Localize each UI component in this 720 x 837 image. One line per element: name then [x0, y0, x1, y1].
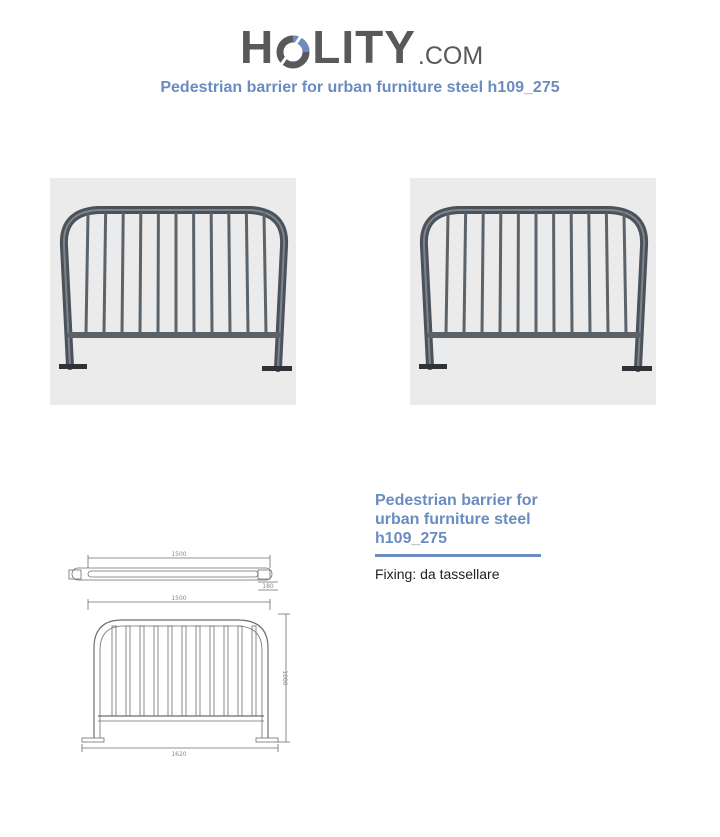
fixing-line: [375, 566, 541, 582]
holity-o-icon: [275, 34, 311, 70]
dim-base-width: 1620: [171, 751, 187, 758]
product-title: Pedestrian barrier for urban furniture steel h109_275: [375, 491, 541, 557]
logo-text-right: LITY: [312, 21, 416, 73]
logo-domain: .COM: [417, 42, 484, 70]
product-photo-1[interactable]: [50, 178, 296, 405]
dim-top-width: 1500: [171, 551, 187, 558]
product-photo-2[interactable]: [410, 178, 656, 405]
dim-top-depth: 180: [262, 583, 274, 590]
product-info: [375, 491, 541, 582]
logo-text-left: H: [240, 21, 275, 73]
fixing-label: Fixing:: [375, 566, 417, 582]
page-title: Pedestrian barrier for urban furniture steel h109_275: [160, 79, 560, 96]
barrier-photo-icon: [50, 178, 296, 405]
barrier-photo-icon: [410, 178, 656, 405]
barrier-technical-drawing-icon: [64, 548, 304, 758]
dim-height: 1000: [281, 670, 288, 686]
fixing-value: da tassellare: [420, 566, 500, 582]
dim-front-width: 1500: [171, 595, 187, 602]
technical-drawing[interactable]: [64, 548, 304, 758]
brand-logo[interactable]: [240, 14, 500, 73]
